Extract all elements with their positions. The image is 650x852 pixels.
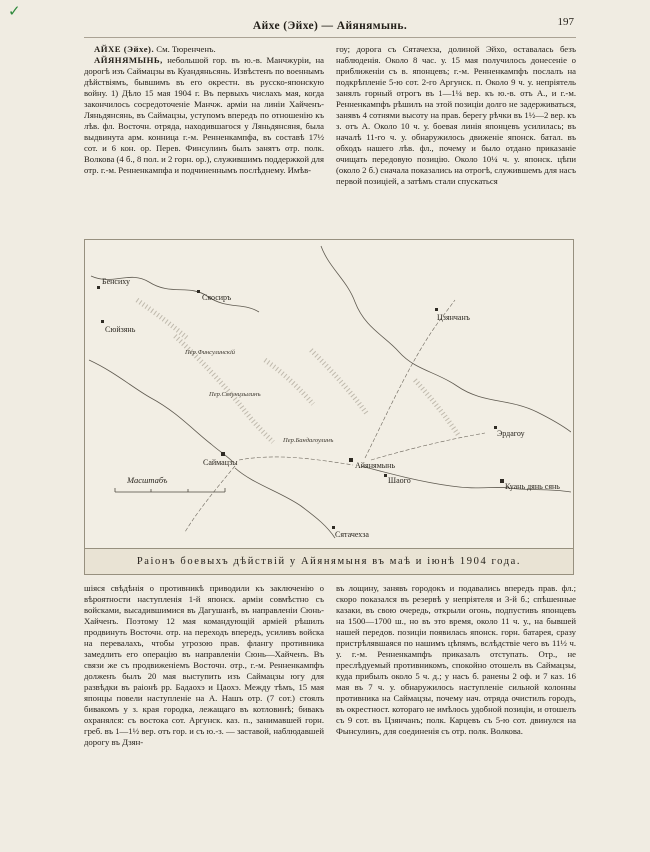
map-place-labels: [102, 277, 560, 539]
entry-aiyanyamyn-term: АЙЯНЯМЫНЬ,: [94, 55, 163, 65]
entry-aiyanyamyn: [84, 55, 324, 176]
bottom-text-block: [84, 583, 576, 817]
bottom-right-paragraph: въ лощину, занявъ городокъ и подавались впередъ прав. фл.; скоро показался въ резервѣ у непріятеля и 3-й б.; спѣшенные казаки, въ свою очередь, открыли огонь, подпустивъ японцевъ на 1500—1700 ш., но въ это время, около 11 ч. у., на бывшей нашей передов. позиціи появилась японск. горн. батарея, сразу пристрѣлявшаяся по нашимъ цѣпямъ, вслѣдствіе чего въ 11½ ч. у. г.-м. Ренненкампфъ приказалъ отступать. Отр., не преслѣдуемый противникомъ, спокойно отошелъ въ Саймацзы, куда прибылъ около 5 ч. д.; у насъ б. ранены 2 оф. и 7 каз. 16 мая въ 7 ч. у. обнаружилось наступленіе сильной колонны противника на Саймацзы, почему нач. отряда очистилъ городъ, въ окрестност. котораго не имѣлось удобной позиціи, и отошелъ съ 9 сот. въ Цзянчанъ; полк. Карцевъ съ 5-ю сот. двинулся на Фынсулинъ, для соединенія съ отр. полк. Волкова.: [336, 583, 576, 736]
map-label-syuyzyan: Сюйзянь: [105, 325, 136, 334]
map-label-saimatszy: Саймацзы: [203, 458, 238, 467]
battle-map: [85, 240, 571, 548]
top-right-column: [336, 44, 576, 234]
map-scale: [115, 475, 225, 492]
map-label-syatachehza: Сятачехза: [335, 530, 369, 539]
map-label-aiyanyamyn: Айянямынь: [355, 461, 396, 470]
top-text-block: [84, 44, 576, 234]
entry-aihe-term: АЙХЕ (Эйхе).: [94, 44, 155, 54]
running-head: Айхе (Эйхе) — Айянямынь.: [252, 20, 408, 32]
bottom-left-paragraph: шіяся свѣдѣнія о противникѣ приводили къ заключенію о вѣроятности наступленія 1-й японск. арміи совмѣстно съ войсками, высадившимися въ Дагушанѣ, въ направленіи Сюнь-Хайченъ. Поэтому 12 мая командующій арміей рѣшилъ продвинуть Восточн. отр. на переходъ впередъ, усиливъ войска на перевалахъ, чтобы угрозою прав. флангу противника замедлить его операцію въ направленіи Сюнь—Хайченъ. Въ связи же съ продвиженіемъ Восточн. отр., г.-м. Ренненкампфъ долженъ былъ 20 мая выступить изъ Саймацзы югу для развѣдки въ раіонѣ рр. Бадаохэ и Цаохэ. Между тѣмъ, 15 мая японцы повели наступленіе на А. Нашъ отр. (7 сот.) стоялъ бивакомъ у з. края городка, лежащаго въ котловинѣ; бивакъ охранялся: съ востока сот. Аргунск. каз. п., занимавшей горн. греб. въ 1—1½ вер. отъ гор. и съ ю.-з. — заставой, наблюдавшей дорогу въ Дзян-: [84, 583, 324, 747]
page-header: [84, 16, 576, 38]
river-lines: [89, 246, 571, 538]
map-label-per-finsulinsky: Пер.Финсулинскій: [185, 349, 235, 356]
ridge-hachures: [137, 300, 459, 442]
entry-aiyanyamyn-text: небольшой гор. въ ю.-в. Манчжуріи, на дорогѣ изъ Саймацзы въ Куандяньсянь. Извѣстенъ по военнымъ дѣйствіямъ, бывшимъ въ его окрестн. въ русско-японскую войну. 1) Дѣло 15 мая 1904 г. Въ первыхъ числахъ мая, когда закончилось сосредоточеніе Манчж. арміи на линіи Хайченъ-Ляньдянсянь, въ Саймацзы, уступомъ впередъ по отношенію къ лѣв. фл. Восточн. отряда, находившагося у Ляньдянсяня, была выдвинута арм. конница г.-м. Ренненкампфа, въ составѣ 17½ сот. и 6 кон. ор. Перев. Финсулинъ былъ занятъ отр. полк. Волкова (4 б., 8 пол. и 2 горн. ор.), служившимъ поддержкой для отр. г.-м. Ренненкампфа и подчиненнымъ послѣднему. Имѣв-: [84, 55, 324, 175]
top-left-column: [84, 44, 324, 234]
road-lines: [185, 300, 485, 532]
page: [84, 16, 576, 817]
town-markers: [97, 286, 504, 529]
top-right-paragraph: гоу; дорога съ Сятачехза, долиной Эйхо, оставалась безъ наблюденія. Около 8 час. у. 15 мая получилось донесеніе о приближеніи съ в. японцевъ; г.-м. Ренненкампфъ послалъ на подкрѣпленіе 5-ю сот. 2-го Аргунск. п. Около 9 ч. у. непріятель занялъ горный отрогъ въ 1—1¼ вер. къ ю.-в. отъ А., и г.-м. Ренненкампфъ рѣшилъ на этой позиціи долго не задерживаться, занявъ 4 сотнями высоту на прав. берегу рѣчки въ 1½—2 вер. къ з. отъ А. Около 10 ч. у. боевая линія японцевъ усилилась; въ началѣ 11-го ч. у. обнаружилось движеніе японск. батал. въ обходъ нашего лѣв. фл., почему и было отдано приказаніе очищать передовую позицію. Около 10¼ ч. у. японск. цѣпи (около 2 б.) сначала показались на отрогѣ, служившемъ для насъ первой позиціей, а затѣмъ стали спускаться: [336, 44, 576, 186]
entry-aihe: [84, 44, 324, 55]
map-label-per-syaluntszylin: Пер.Сялунцзылинъ: [209, 391, 261, 398]
map-label-erdagou: Эрдагоу: [497, 429, 525, 438]
map-label-per-bandagoulin: Пер.Бандагоулинъ: [283, 437, 334, 444]
map-label-syaosir: Сяосиръ: [202, 293, 232, 302]
map-scale-label: Масштабъ: [127, 475, 168, 485]
bottom-right-column: [336, 583, 576, 817]
map-label-tszyanchan: Цзянчанъ: [437, 313, 470, 322]
bottom-left-column: [84, 583, 324, 817]
map-label-bensihu: Бенсиху: [102, 277, 130, 286]
battle-map-figure: [84, 239, 574, 575]
map-label-shaogo: Шаого: [388, 476, 411, 485]
map-caption: Раіонъ боевыхъ дѣйствій у Айянямыня въ маѣ и іюнѣ 1904 года.: [85, 548, 573, 574]
scan-artifact-checkmark: ✓: [8, 2, 21, 20]
entry-aihe-text: См. Тюренченъ.: [154, 44, 216, 54]
map-label-kuandyansyan: Куань дянь сянь: [505, 482, 560, 491]
page-number: 197: [557, 16, 574, 28]
